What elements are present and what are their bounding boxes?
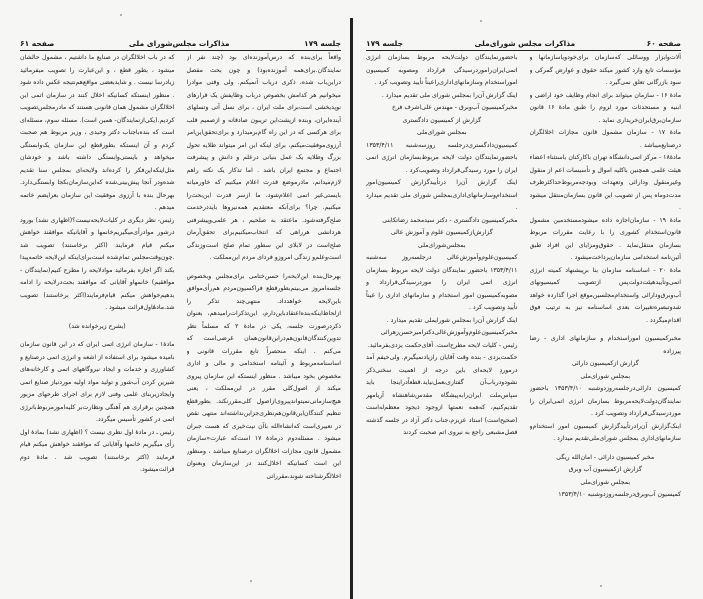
scan-speck	[120, 14, 122, 16]
text-columns	[366, 52, 681, 579]
article-18: مادهٔ۱۸ - مرکز اتمی‌دانشگاه تهران باکارکنان باستثناء اعضاء هیئت علمی همچنین باکلیه اموال و تأسیسات اعم از منقول وغیرمنقول ودارائی وتعهدات وبودجه‌مربوط‌حداکثرظرف مدت‌دوماه پس از تصویب این قانون بسازمان‌منتقل میشود .	[529, 154, 681, 211]
paragraph: که در باب اخلالگران در صنایع ما داشتیم ، مشمول حالشان میشود ، بطور قطع ، و این‌عبارت را تصویب میفرمائید زیادرسا نیست . و شایدبعضی مواقع‌هم‌نتیجه عکس داده شود . منظور اینستکه کسانیکه اخلال کنند در سازمان اتمی این اخلالگران مشمول همان قانونی هستند که مادرمجلس‌تصویب کردیم.(یکی‌ازنمایندگان- همین است). مسئله سوم، مسئله‌ای است که بنده‌باجناب دکتر وحیدی ، وزیر مربوط هم صحبت کردم و آن اینستکه بطورقطع این سازمان یک‌وابستگی میخواهد و بایستی‌وابستگی داشته باشد و خودشان مثل‌اینکه‌این‌فکر را کرده‌اند ولایحه‌ای بمجلس سنا تقدیم شده‌ودر آنجا پیش‌بینی‌شده که‌این‌سازمان‌بکجا وابستگی‌دارد. بهرحال بنده با آرزوی موفقیت این سازمان بعرایضم خاتمه میدهم .	[20, 54, 175, 211]
report-addressee: بمجلس شورای‌ملی	[580, 372, 631, 380]
article-1: مادهٔ۱ - سازمان انرژی اتمی ایران که در این قانون سازمان نامیده میشود برای استفاده از اشعه و انرژی اتمی درصنایع و کشاورزی و خدمات و ایجاد نیروگاههای اتمی و کارخانه‌های شیرین کردن آب‌شور و تولید مواد اولیه موردنیاز صنایع اتمی وایجادزیربنای علمی وفنی لازم برای اجرای طرحهای مزبور همچنین برقراری هم آهنگی ونظارت‌بر کلیه‌امورمربوط‌بانرژی اتمی در کشور تأسیس میگردد.	[20, 341, 175, 423]
paragraph: باحضورنمایندگان دولت‌لایحه مربوط بسازمان انرژی اتمی‌ایران‌راموردرسیدگی قرارداد ومصوبه کمیسیون اموراستخدام وسازمانهای‌اداری‌راعیناً تأیید وتصویب کرد .	[366, 54, 518, 86]
report-heading: گزارش‌ازکمیسیون علوم و آموزش عالی	[390, 229, 493, 236]
text-columns	[20, 52, 341, 579]
paragraph: اینک گزارش آن‌را درتأییدگزارش کمیسیون‌امور استخدام‌وسازمانهای‌اداری‌بمجلس شورای ملی تقدیم میدارد .	[366, 179, 518, 211]
session-number: جلسه ۱۷۹	[366, 39, 403, 48]
scan-speck	[480, 20, 482, 22]
rapporteur: مخبر کمیسیون دارائی - امان‌الله ریگی	[556, 453, 655, 461]
paragraph: رئیس- نظر دیگری در کلیات‌لایحه‌نیست؟(اظهاری نشد) بورود درشور موادرأی‌میگیریم‌خانمها و آقایانیکه موافقند خواهش میکنم قیام فرمایند (اکثر برخاستند) تصویب شد .چون‌وقت‌مجلس تمام‌شده است‌برای‌اینکه این‌لایحه خاتمه‌پیدا بکند اگر اجازه بفرمائید موادلایحه را مطرح کنیم(نمایندگان - موافقیم) خانمهاو آقایانی که موافقند بحث‌درلایحه را ادامه بدهیم‌خواهش میکنم قیام‌فرمایند(اکثر برخاستند) تصویب شد.مادهٔاول‌قرائت میشود .	[20, 216, 175, 311]
paragraph: کمیسیون آب‌وبرق‌درجلسه‌روزدوشنبه ۱۳۵۳/۴/۱۰	[558, 491, 681, 498]
rapporteur: مخبرکمیسیون دادگستری - دکتر سیدمحمد رضاتکابنی	[382, 216, 518, 224]
page-61	[0, 0, 351, 599]
page-number: صفحه ۶۱	[20, 39, 55, 48]
paragraph: اینک گزارش آن‌را بمجلس شورای ملی تقدیم میدارد .	[381, 91, 518, 99]
page-gutter	[350, 18, 353, 599]
paragraph: اینک گزارش آن‌را بمجلس شورایملی تقدیم میدارد .	[386, 316, 518, 324]
article-17: مادهٔ ۱۷ - سازمان مشمول قانون مجازات اخلالگران درصنایع‌میباشد .	[529, 129, 681, 149]
column-right	[187, 52, 342, 579]
report-addressee: بمجلس شورای‌ملی	[416, 129, 467, 136]
page-number: صفحه ۶۰	[646, 39, 681, 48]
paragraph: رئیس - کلیات لایحه مطرح‌است. آقای‌حکمت یزدی‌بفرمائید.	[367, 341, 518, 349]
paragraph: بهرحال‌بنده این‌لایحه‌را حسن‌ختامی برای‌مجلس وبخصوص جلسه‌امروز می‌بینم‌بطورقطع فراکسیون‌مردم هم‌رأی‌موافق باین‌لایحه خواهدداد. منتهی‌چند تذکر را ازلحاظ‌اینکه‌بنده‌اعتقادباین‌دارم، این‌تذکرات‌رامیدهم، بعنوان ذکردرصورت جلسه، یکی در مادهٔ ۲ که مسلماً نظر تدوین‌کنندگان‌قانون‌هم‌دراین‌قانون‌همان غرضی‌است که می‌کنم . اینکه منحصراً تابع مقررات قانونی و اساسنامه‌مربوط و آئینامه استخدامی و مالی و اداری مخصوص بخود میباشد . منظور اینستکه این سازمان پیروی میکند از اصول‌کلی مقرر در این‌مملکت ، یعنی هیچ‌سازمانی‌نمیتواندپیروی‌ازاصول کلی‌مقررنکند. بطورقطع تنظیم کنندگان‌این‌قانون‌هم‌نظری‌جزاین‌نداشته‌اند منتهی نقص در تعبیری‌است که‌انشاءالله باآن نیت‌خیری که هست جبران میشود . مسئله‌دوم درمادهٔ ۱۷ است‌که عبارت‌«سازمان مشمول قانون مجازات اخلالگران درصنایع میباشد ، ومنظور این است کسانیکه اخلال‌کنند در این‌سازمان وبعنوان اخلالگرشناخته شوند،مقرراتی	[186, 272, 341, 480]
paragraph: حکمت‌یزدی - بنده وقت آقایان را‌زیادنمیگیرم. ولی‌حیفم آمد درموردِ لایحه‌ای باین درجه از اهمیت سخنی‌ذکر نشودودرباب‌آن گفتاری‌بعمل‌نیاید.قطعاًدراینجا باید سپاس‌ملت ایران‌رابه‌پیشگاه مقدس‌شاهنشاه آریامهر تقدیم‌کنیم، که‌همه نعمتها ازوجود ذیجود معظم‌له‌است (صحیح‌است) استاد عزیزم،جناب دکتر آزاد در جلسه گذشته فصل‌مشبعی راجع به نیروی اتم صحبت کردند	[366, 354, 518, 436]
article-19: مادهٔ ۱۹ - سازمان‌اجازه داده میشودمستخدمین مشمول قانون‌استخدام کشوری را با رعایت مقررات مربوط بسازمان منتقل‌نماید . حقوق‌ومزایای این افراد طبق آئین‌نامه استخدامی سازمان‌پرداخت‌میشود .	[529, 216, 681, 261]
paragraph: کمیسیون‌علوم‌وآموزش‌عالی درجلسه‌روز سه‌شنبه ۱۳۵۳/۴/۱۱ باحضور نمایندگان دولت لایحه مربوط بسازمان انرژی اتمی ایران را موردرسیدگی‌قرارداد و مصوبه‌کمیسیون امور استخدام و سازمانهای اداری را عیناً تأیید وتصویب کرد .	[366, 254, 518, 311]
report-heading: گزارش ازکمیسیون آب وبرق	[568, 466, 642, 473]
report-addressee: بمجلس‌شورای‌ملی	[417, 241, 466, 249]
article-20: مادهٔ ۲۰ - اساسنامه سازمان بنا برپیشنهاد کمیته انرژی اتمی‌وتأییدهیئت‌دولت‌پس ازتصویب کمیسیونهای آب‌وبرق‌ودارائی واستخدام‌مجلسین‌موقع اجرا گذارده خواهد شدوتبصره‌تغییرات بعدی اساسنامه نیز به ترتیب فوق اقدام‌میگردد .	[529, 266, 681, 324]
article-16: مادهٔ ۱۶ - سازمان میتواند برای انجام وظایف خود اراضی و ابنیه و مستحدثات مورد لزوم را طبق مادهٔ ۱۶ قانون سازمان‌برق‌ایران‌خریداری نماید .	[529, 91, 681, 124]
paragraph: آلات‌وابزار ووسائلی که‌سازمان برای‌خودویاسازمانها و مؤسسات تابع وارد کشور میکند حقوق و عوارض گمرکی و سود بازرگانی تعلق نمی‌گیرد .	[529, 54, 681, 86]
scan-speck	[250, 580, 252, 582]
page-60	[354, 0, 703, 599]
report-heading: گزارش ازکمیسیون دارائی	[571, 360, 639, 367]
rapporteur: مخبرکمیسیون آب‌وبرق - مهندس علی‌اشرف فرخ	[392, 104, 518, 111]
report-heading: گزارش از کمیسیون دادگستری	[402, 116, 482, 124]
running-title: مذاکرات مجلس‌شورای ملی	[128, 39, 230, 48]
rapporteur: مخبرکمیسیون اموراستخدام و سازمانهای اداری - رضا پیرزاده	[529, 335, 681, 355]
column-left	[366, 52, 518, 579]
scan-speck	[600, 585, 602, 587]
paragraph: کمیسیون‌دادگستری‌درجلسه روزسه‌شنبه ۱۳۵۳/۴/۱۱ باحضورنمایندگان دولت لایحه مربوط‌بسازمان انرژی اتمی ایران را مورد رسیدگی‌قرارداد وتصویب‌کرد .	[366, 141, 518, 174]
paragraph: اینک‌گزارش آن‌رادرتأیید‌گزارش کمیسیون امور استخدام‌و سازمانهای‌اداری بمجلس شورای‌ملی‌تقدیم میدارد .	[529, 422, 681, 442]
page-header	[366, 34, 681, 51]
running-title: مذاکرات مجلس شورای‌ملی	[474, 39, 576, 48]
paragraph: کمیسیون دارائی‌درجلسه‌روزدوشنبه ۱۳۵۳/۴/۱۰ باحضور نمایندگان‌دولت‌لایحه‌مربوط بسازمان انرژی اتمی‌ایران را موردرسیدگی‌قرارداد وتصویب کرد .	[529, 385, 681, 417]
column-right	[530, 52, 682, 579]
rapporteur: مخبرکمیسیون‌علوم‌وآموزش‌عالی‌دکترامیرحسن‌زهرائی	[380, 329, 518, 336]
section-note: (بشرح زیرخوانده شد)	[68, 322, 126, 330]
paragraph: واقعاً برای‌بنده که درس‌آموزنده‌ای بود (چند نفر از نمایندگان.برای‌همه آموزنده‌بود) و چون بحث مفصل دراین‌باب شده، ذکری درباب آنمیکنم. ولی وقتی مواد‌را میخوانیم هر کدامش بخصوص درباب وظایفش یک قرارهای نوپدیخشی است‌برای ملت ایران ، برای نسل آتی وتسلهای آینده‌ایران، وبنده ازپشت‌این تریبون صادقانه و ازصمیم قلب برای هرکسی که در این راه گام‌برمیدارد و برای‌تحقق‌این‌امر آرزوی‌موفقیت‌میکنم، برای اینکه این امر میتواند طلایه تحول بزرگ وطلایه یک عمل بنیانی درعلم و دانش و پیشرفت اجتماع و مجتمع ایران باشد . اما تذکار یک نکته راهم لازم‌میدانم، مادرموضع قدرت اعلام میکنیم که خاورمیانه بایستی‌غیر اتمی اعلام‌شود، ما ازسر قدرت این‌بحث‌را میکنیم. چرا؟ برای‌آنکه معتقدیم همه‌نیروها بایددرخدمت صلح‌گرفته‌شود. ماعتقد به صلحیم ، هر علمی‌وپیشرفتی هردانشی هرراهی که انتخاب‌میکنیم‌برای تحقق‌آرمان صلح‌است در لابلای این سطور تمام صلح است‌وزندگی است‌وعلم‌و زندگی امروزو فردای مردم این‌مملکت .	[186, 54, 341, 261]
column-left	[20, 52, 175, 579]
page-header	[20, 34, 341, 51]
paragraph: رئیس ـ در مادهٔ اول نظری نیست ؟ (اظهاری نشد) بمادهٔ اول رأی میگیریم خانمها وآقایانی که موافقند خواهش میکنم قیام فرمایند (اکثر برخاستند) تصویب شد . مادهٔ دوم قرائت‌میشود.	[20, 428, 175, 473]
session-number: جلسه ۱۷۹	[304, 39, 341, 48]
report-addressee: بمجلس شورای‌ملی	[580, 478, 631, 486]
